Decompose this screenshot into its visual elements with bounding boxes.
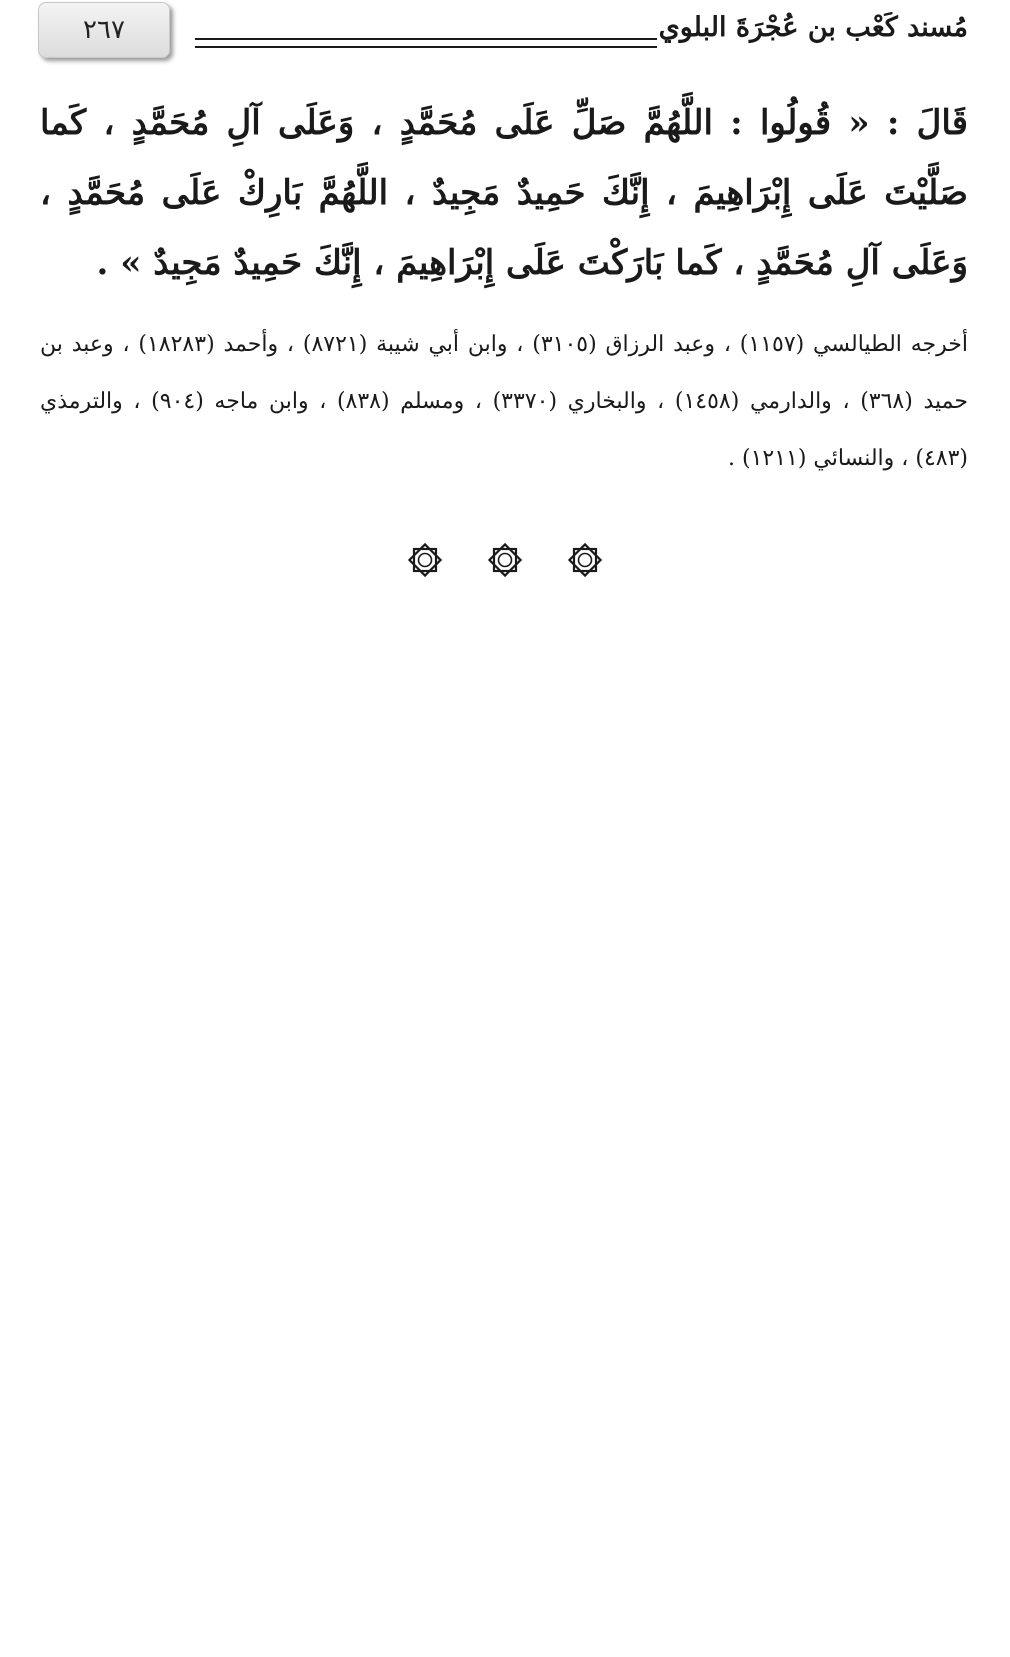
page-number-badge (38, 2, 170, 58)
takhrij-footnote: أخرجه الطيالسي (١١٥٧) ، وعبد الرزاق (٣١٠٥) ، وابن أبي شيبة (٨٧٢١) ، وأحمد (١٨٢٨٣) ، وعبد بن حميد (٣٦٨) ، والدارمي (١٤٥٨) ، والبخاري (٣٣٧٠) ، ومسلم (٨٣٨) ، وابن ماجه (٩٠٤) ، والترمذي (٤٨٣) ، والنسائي (١٢١١) . (40, 332, 968, 471)
running-header-title: مُسند كَعْب بن عُجْرَةَ البلوي (658, 12, 968, 43)
eight-point-star-ornament-icon (405, 540, 445, 580)
header-double-rule (195, 38, 657, 48)
page-number: ٢٦٧ (83, 15, 125, 45)
eight-point-star-ornament-icon (565, 540, 605, 580)
eight-point-star-ornament-icon (485, 540, 525, 580)
section-end-ornaments (0, 540, 1010, 580)
hadith-text: قَالَ : « قُولُوا : اللَّهُمَّ صَلِّ عَلَى مُحَمَّدٍ ، وَعَلَى آلِ مُحَمَّدٍ ، كَما صَلَّيْتَ عَلَى إِبْرَاهِيمَ ، إِنَّكَ حَمِيدٌ مَجِيدٌ ، اللَّهُمَّ بَارِكْ عَلَى مُحَمَّدٍ ، وَعَلَى آلِ مُحَمَّدٍ ، كَما بَارَكْتَ عَلَى إِبْرَاهِيمَ ، إِنَّكَ حَمِيدٌ مَجِيدٌ » . (40, 103, 968, 283)
